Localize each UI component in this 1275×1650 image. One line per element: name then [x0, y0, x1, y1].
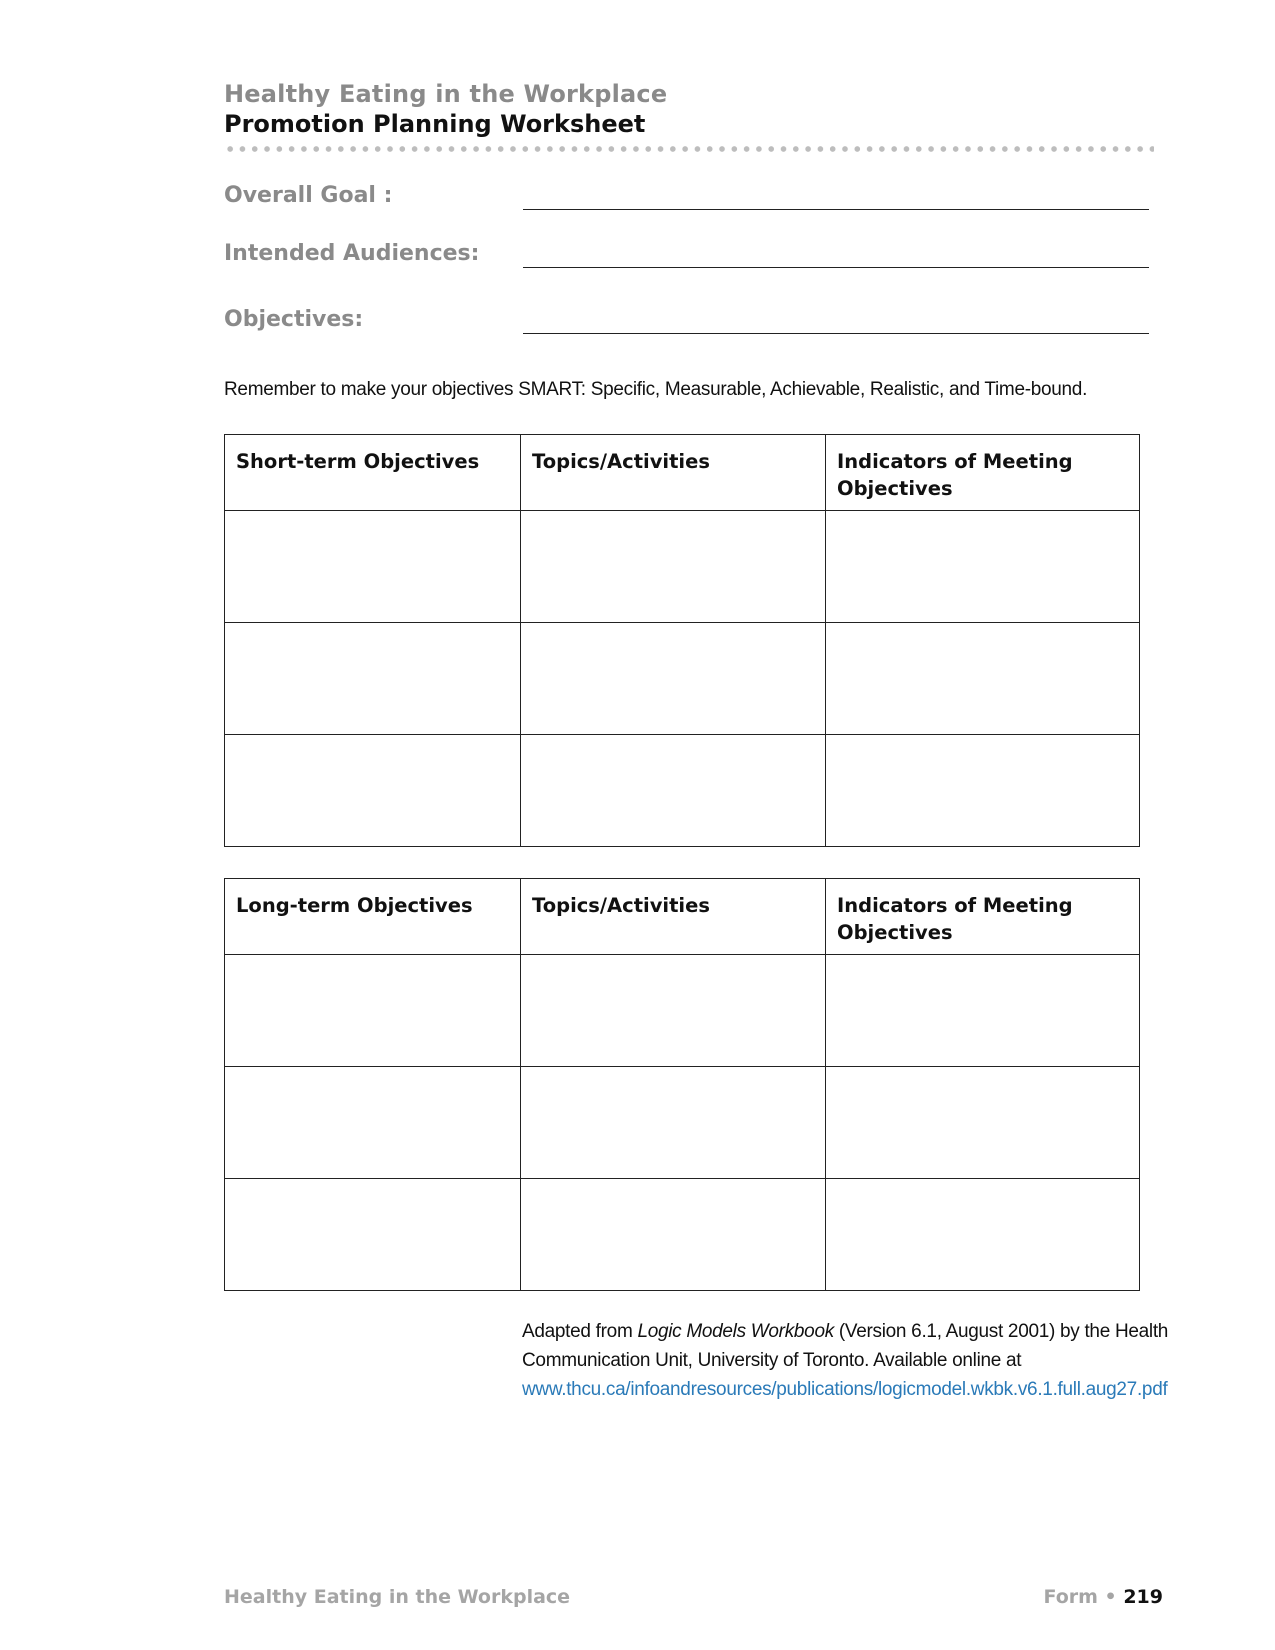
- table-cell[interactable]: [826, 1179, 1140, 1291]
- overall-goal-line[interactable]: [523, 209, 1149, 210]
- table-cell[interactable]: [826, 1067, 1140, 1179]
- credit-url-link[interactable]: www.thcu.ca/infoandresources/publications/logicmodel.wkbk.v6.1.full.aug27.pdf: [522, 1379, 1168, 1400]
- footer-separator: •: [1104, 1586, 1117, 1608]
- column-header: Long-term Objectives: [225, 879, 521, 955]
- table-header-row: [225, 435, 1140, 511]
- footer-title: Healthy Eating in the Workplace: [224, 1586, 571, 1608]
- table-cell[interactable]: [826, 623, 1140, 735]
- intended-audiences-label: Intended Audiences:: [224, 241, 480, 266]
- document-title: Healthy Eating in the Workplace: [224, 80, 668, 108]
- table-cell[interactable]: [826, 511, 1140, 623]
- table-cell[interactable]: [521, 511, 826, 623]
- short-term-objectives-table: [224, 434, 1140, 847]
- long-term-objectives-table: [224, 878, 1140, 1291]
- table-cell[interactable]: [225, 1179, 521, 1291]
- table-row: [225, 1179, 1140, 1291]
- objectives-line[interactable]: [523, 333, 1149, 334]
- credit-prefix: Adapted from: [522, 1321, 638, 1342]
- column-header: Indicators of Meeting Objectives: [826, 879, 1140, 955]
- footer-page-info: [1043, 1586, 1163, 1608]
- table-row: [225, 623, 1140, 735]
- table-row: [225, 511, 1140, 623]
- table-cell[interactable]: [225, 1067, 521, 1179]
- table-cell[interactable]: [225, 955, 521, 1067]
- credit-text: (Version 6.1, August 2001) by the Health Communication Unit, University of Toronto. Available online at: [522, 1321, 1169, 1371]
- table-cell[interactable]: [521, 735, 826, 847]
- table-cell[interactable]: [225, 623, 521, 735]
- column-header: Short-term Objectives: [225, 435, 521, 511]
- objectives-label: Objectives:: [224, 307, 364, 332]
- page-number: 219: [1123, 1586, 1163, 1608]
- column-header: Indicators of Meeting Objectives: [826, 435, 1140, 511]
- credit-book-title: Logic Models Workbook: [637, 1321, 834, 1342]
- table-cell[interactable]: [225, 511, 521, 623]
- table-row: [225, 1067, 1140, 1179]
- table-row: [225, 955, 1140, 1067]
- worksheet-title: Promotion Planning Worksheet: [224, 110, 646, 138]
- table-cell[interactable]: [521, 623, 826, 735]
- source-credit: [522, 1317, 1182, 1404]
- table-cell[interactable]: [521, 955, 826, 1067]
- table-cell[interactable]: [826, 955, 1140, 1067]
- overall-goal-label: Overall Goal :: [224, 183, 393, 208]
- smart-note: Remember to make your objectives SMART: Specific, Measurable, Achievable, Realistic, and Time-bound.: [224, 379, 1088, 400]
- column-header: Topics/Activities: [521, 435, 826, 511]
- table-row: [225, 735, 1140, 847]
- table-cell[interactable]: [826, 735, 1140, 847]
- table-cell[interactable]: [521, 1067, 826, 1179]
- dotted-divider: [224, 145, 1154, 153]
- intended-audiences-line[interactable]: [523, 267, 1149, 268]
- column-header: Topics/Activities: [521, 879, 826, 955]
- table-cell[interactable]: [521, 1179, 826, 1291]
- table-header-row: [225, 879, 1140, 955]
- table-cell[interactable]: [225, 735, 521, 847]
- footer-section: Form: [1043, 1586, 1098, 1608]
